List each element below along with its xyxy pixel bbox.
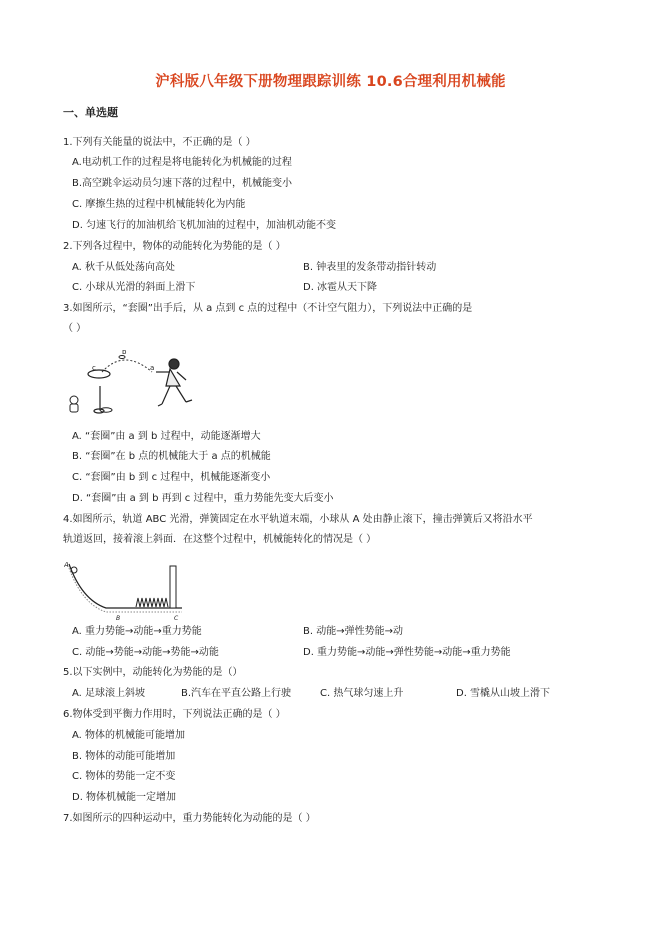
question-4-option-d: D. 重力势能→动能→弹性势能→动能→重力势能 [303,647,511,658]
question-1-option-b: B.高空跳伞运动员匀速下落的过程中，机械能变小 [72,178,293,189]
question-2-option-a: A. 秋千从低处荡向高处 [72,262,176,273]
figure-label-B: B [116,615,121,622]
question-6-option-b: B. 物体的动能可能增加 [72,751,176,762]
question-2-option-b: B. 钟表里的发条带动指针转动 [303,262,437,273]
question-4-option-b: B. 动能→弹性势能→动 [303,626,403,637]
question-3-option-b: B. “套圈”在 b 点的机械能大于 a 点的机械能 [72,451,271,462]
question-6-option-c: C. 物体的势能一定不变 [72,771,176,782]
ground-ring-icon [100,408,112,412]
question-7-stem: 7.如图所示的四种运动中，重力势能转化为动能的是（ ） [63,813,316,824]
figure-label-a: a [150,364,155,372]
question-2-option-d: D. 冰雹从天下降 [303,282,378,293]
question-3-option-c: C. “套圈”由 b 到 c 过程中，机械能逐渐变小 [72,472,271,483]
figure-label-A: A [64,561,69,569]
question-3-option-a: A. “套圈”由 a 到 b 过程中，动能逐渐增大 [72,431,261,442]
question-3-option-d: D. “套圈”由 a 到 b 再到 c 过程中，重力势能先变大后变小 [72,493,334,504]
track-base-hatch [69,568,182,612]
question-5-option-b: B.汽车在平直公路上行驶 [181,688,292,699]
question-1-option-c: C. 摩擦生热的过程中机械能转化为内能 [72,199,246,210]
question-5-option-a: A. 足球滚上斜坡 [72,688,146,699]
question-4-stem-line-1: 4.如图所示，轨道 ABC 光滑，弹簧固定在水平轨道末端，小球从 A 处由静止滚下，撞击弹簧后又将沿水平 [63,514,533,525]
spring-icon [136,598,168,607]
question-5-stem: 5.以下实例中，动能转化为势能的是（） [63,667,243,678]
question-4-option-c: C. 动能→势能→动能→势能→动能 [72,647,219,658]
figure-label-C: C [174,615,179,622]
question-5-option-c: C. 热气球匀速上升 [320,688,404,699]
question-5-option-d: D. 雪橇从山坡上滑下 [456,688,551,699]
section-heading: 一、单选题 [63,106,118,119]
question-4-option-a: A. 重力势能→动能→重力势能 [72,626,202,637]
ring-toss-figure [62,350,202,420]
question-1-option-a: A.电动机工作的过程是将电能转化为机械能的过程 [72,157,292,168]
figure-label-b: b [122,350,127,356]
ring-target-post [88,370,110,413]
page-title: 沪科版八年级下册物理跟踪训练 10.6合理利用机械能 [155,74,506,90]
question-6-stem: 6.物体受到平衡力作用时，下列说法正确的是（ ） [63,709,286,720]
question-1-option-d: D. 匀速飞行的加油机给飞机加油的过程中，加油机动能不变 [72,220,337,231]
question-2-option-c: C. 小球从光滑的斜面上滑下 [72,282,196,293]
question-3-stem-line-2: （ ） [63,323,87,334]
wall-block [170,566,176,608]
track-spring-figure [64,560,192,622]
question-1-stem: 1.下列有关能量的说法中，不正确的是（ ） [63,137,256,148]
ring-trajectory [102,360,155,372]
teddy-bear-icon [70,396,78,412]
question-4-stem-line-2: 轨道返回，接着滚上斜面．在这整个过程中，机械能转化的情况是（ ） [63,534,377,545]
question-6-option-a: A. 物体的机械能可能增加 [72,730,186,741]
question-2-stem: 2.下列各过程中，物体的动能转化为势能的是（ ） [63,241,286,252]
question-3-stem-line-1: 3.如图所示，“套圈”出手后，从 a 点到 c 点的过程中（不计空气阻力），下列说法中正确的是 [63,303,473,314]
question-6-option-d: D. 物体机械能一定增加 [72,792,177,803]
girl-throwing-figure [156,359,192,406]
figure-label-c: c [92,364,96,372]
